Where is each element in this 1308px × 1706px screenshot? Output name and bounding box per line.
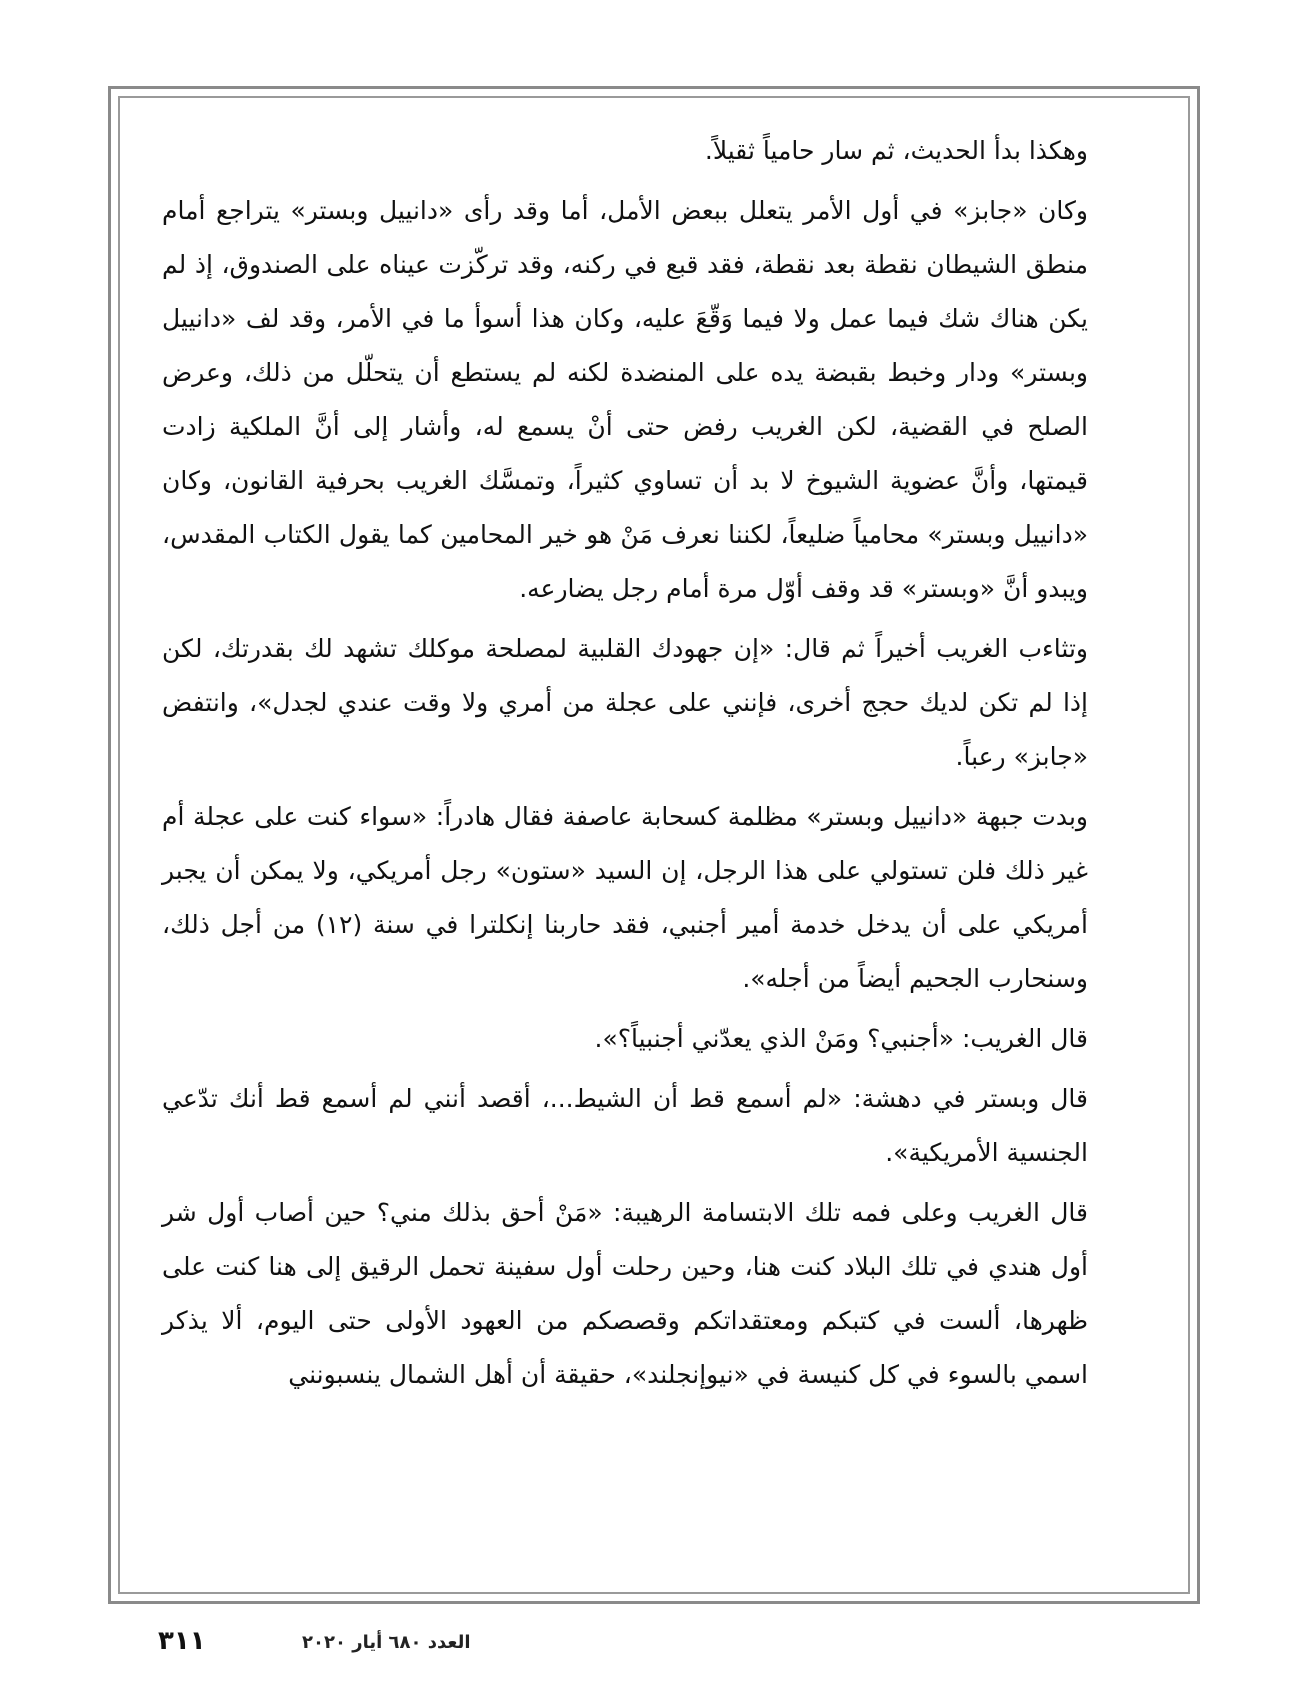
issue-label: العدد ٦٨٠ أيار ٢٠٢٠ [302,1632,471,1653]
page-number: ٣١١ [158,1626,206,1656]
article-body [162,124,1146,1402]
paragraph-1: وهكذا بدأ الحديث، ثم سار حامياً ثقيلاً. [704,136,1088,165]
paragraph-3: وتثاءب الغريب أخيراً ثم قال: «إن جهودك القلبية لمصلحة موكلك تشهد لك بقدرتك، لكن إذا لم تكن لديك حجج أخرى، فإنني على عجلة من أمري ولا وقت عندي لجدل»، وانتفض «جابز» رعباً. [162,634,1088,771]
paragraph-4: وبدت جبهة «دانييل وبستر» مظلمة كسحابة عاصفة فقال هادراً: «سواء كنت على عجلة أم غير ذلك فلن تستولي على هذا الرجل، إن السيد «ستون» رجل أمريكي، ولا يمكن أن يجبر أمريكي على أن يدخل خدمة أمير أجنبي، فقد حاربنا إنكلترا في سنة (١٢) من أجل ذلك، وسنحارب الجحيم أيضاً من أجله». [162,802,1088,993]
paragraph-7: قال الغريب وعلى فمه تلك الابتسامة الرهيبة: «مَنْ أحق بذلك مني؟ حين أصاب أول شر أول هندي في تلك البلاد كنت هنا، وحين رحلت أول سفينة تحمل الرقيق إلى هنا كنت على ظهرها، ألست في كتبكم ومعتقداتكم وقصصكم من العهود الأولى حتى اليوم، ألا يذكر اسمي بالسوء في كل كنيسة في «نيوإنجلند»، حقيقة أن أهل الشمال ينسبونني [162,1198,1088,1389]
paragraph-6: قال وبستر في دهشة: «لم أسمع قط أن الشيط...، أقصد أنني لم أسمع قط أنك تدّعي الجنسية الأمريكية». [162,1084,1088,1167]
paragraph-2: وكان «جابز» في أول الأمر يتعلل ببعض الأمل، أما وقد رأى «دانييل وبستر» يتراجع أمام منطق الشيطان نقطة بعد نقطة، فقد قبع في ركنه، وقد تركّزت عيناه على الصندوق، إذ لم يكن هناك شك فيما عمل ولا فيما وَقّعَ عليه، وكان هذا أسوأ ما في الأمر، وقد لف «دانييل وبستر» ودار وخبط بقبضة يده على المنضدة لكنه لم يستطع أن يتحلّل من ذلك، وعرض الصلح في القضية، لكن الغريب رفض حتى أنْ يسمع له، وأشار إلى أنَّ الملكية زادت قيمتها، وأنَّ عضوية الشيوخ لا بد أن تساوي كثيراً، وتمسَّك الغريب بحرفية القانون، وكان «دانييل وبستر» محامياً ضليعاً، لكننا نعرف مَنْ هو خير المحامين كما يقول الكتاب المقدس، ويبدو أنَّ «وبستر» قد وقف أوّل مرة أمام رجل يضارعه. [162,196,1088,603]
paragraph-5: قال الغريب: «أجنبي؟ ومَنْ الذي يعدّني أجنبياً؟». [594,1024,1088,1053]
